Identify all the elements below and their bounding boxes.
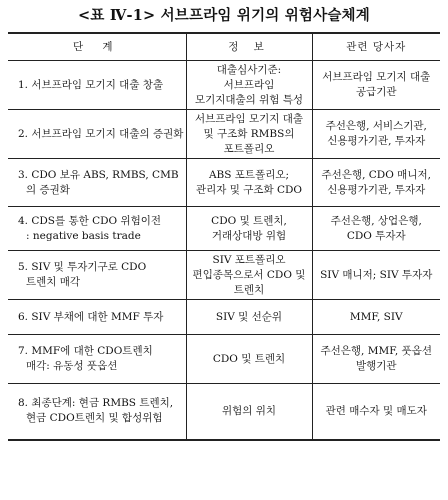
stage-cell-line: 6. SIV 부채에 대한 MMF 투자 xyxy=(18,310,164,323)
party-cell xyxy=(312,384,440,440)
table-row xyxy=(8,251,440,300)
stage-cell xyxy=(8,110,186,159)
info-cell-line: 관리자 및 구조화 CDO xyxy=(195,183,303,196)
info-cell-line: 서브프라임 모기지 대출 xyxy=(194,112,304,125)
info-cell xyxy=(186,61,312,110)
info-cell xyxy=(186,384,312,440)
stage-cell-line: 매각: 유동성 풋옵션 xyxy=(26,360,118,372)
info-cell xyxy=(186,251,312,300)
table-row xyxy=(8,335,440,384)
column-header-stage: 단 계 xyxy=(8,33,186,61)
info-cell-line: 대출심사기준: xyxy=(216,63,282,76)
stage-cell-line: 1. 서브프라임 모기지 대출 창출 xyxy=(18,78,164,91)
column-header-info: 정 보 xyxy=(186,33,312,61)
party-cell-line: 주선은행, CDO 매니저, xyxy=(321,168,431,181)
info-cell xyxy=(186,335,312,384)
party-cell-line: 공급기관 xyxy=(355,86,397,98)
party-cell xyxy=(312,300,440,335)
info-cell-line: 위험의 위치 xyxy=(221,404,277,417)
stage-cell xyxy=(8,207,186,251)
info-cell-line: CDO 및 트렌치 xyxy=(212,352,286,365)
table-row xyxy=(8,207,440,251)
stage-cell-line: 4. CDS를 통한 CDO 위험이전 xyxy=(18,214,162,227)
table-row xyxy=(8,300,440,335)
party-cell xyxy=(312,110,440,159)
stage-cell xyxy=(8,335,186,384)
party-cell-line: 관련 매수자 및 매도자 xyxy=(325,404,427,417)
stage-cell-line: 3. CDO 보유 ABS, RMBS, CMB xyxy=(18,168,179,181)
risk-chain-table xyxy=(8,32,440,441)
stage-cell-line: 2. 서브프라임 모기지 대출의 증권화 xyxy=(18,127,184,140)
table-row xyxy=(8,61,440,110)
table-row xyxy=(8,110,440,159)
party-cell xyxy=(312,251,440,300)
info-cell xyxy=(186,110,312,159)
table-row xyxy=(8,384,440,440)
info-cell-line: 서브프라임 xyxy=(223,78,275,91)
info-cell-line: 및 구조화 RMBS의 xyxy=(203,127,295,140)
party-cell-line: 주선은행, 서비스기관, xyxy=(325,120,427,132)
stage-cell xyxy=(8,159,186,207)
column-header-parties: 관련 당사자 xyxy=(312,33,440,61)
info-cell-line: 편입종목으로서 CDO 및 xyxy=(192,268,306,281)
party-cell-line: CDO 투자자 xyxy=(346,229,406,242)
party-cell xyxy=(312,207,440,251)
info-cell-line: SIV 및 선순위 xyxy=(215,310,283,323)
stage-cell-line: 트렌치 매각 xyxy=(26,276,81,288)
stage-cell-line: 현금 CDO트렌치 및 합성위험 xyxy=(26,412,163,425)
table-row xyxy=(8,159,440,207)
party-cell-line: 신용평가기관, 투자자 xyxy=(327,183,426,196)
table-title: <표 Ⅳ-1> 서브프라임 위기의 위험사슬체계 xyxy=(78,7,370,24)
party-cell-line: MMF, SIV xyxy=(349,310,403,323)
info-cell xyxy=(186,207,312,251)
party-cell-line: SIV 매니저; SIV 투자자 xyxy=(320,268,433,281)
party-cell xyxy=(312,61,440,110)
info-cell-line: 포트폴리오 xyxy=(223,142,275,155)
party-cell-line: 서브프라임 모기지 대출 xyxy=(322,71,431,83)
info-cell-line: SIV 포트폴리오 xyxy=(212,253,286,266)
info-cell xyxy=(186,300,312,335)
stage-cell xyxy=(8,251,186,300)
info-cell-line: 트렌치 xyxy=(233,283,265,296)
stage-cell-line: 의 증권화 xyxy=(26,183,70,196)
stage-cell-line: 8. 최종단계: 현금 RMBS 트렌치, xyxy=(18,397,174,410)
party-cell xyxy=(312,159,440,207)
party-cell-line: 발행기관 xyxy=(355,360,397,372)
stage-cell-line: 5. SIV 및 투자기구로 CDO xyxy=(18,261,147,273)
party-cell-line: 주선은행, 상업은행, xyxy=(330,214,422,227)
stage-cell xyxy=(8,300,186,335)
info-cell-line: 모기지대출의 위험 특성 xyxy=(194,93,304,106)
info-cell-line: 거래상대방 위험 xyxy=(211,229,287,242)
party-cell-line: 주선은행, MMF, 풋옵션 xyxy=(320,345,432,357)
party-cell xyxy=(312,335,440,384)
stage-cell-line: 7. MMF에 대한 CDO트렌치 xyxy=(18,345,153,357)
table-header-row xyxy=(8,33,440,61)
stage-cell xyxy=(8,61,186,110)
party-cell-line: 신용평가기관, 투자자 xyxy=(327,135,426,147)
stage-cell-line: : negative basis trade xyxy=(26,229,141,242)
info-cell xyxy=(186,159,312,207)
info-cell-line: ABS 포트폴리오; xyxy=(208,168,290,181)
info-cell-line: CDO 및 트렌치, xyxy=(211,214,287,227)
stage-cell xyxy=(8,384,186,440)
